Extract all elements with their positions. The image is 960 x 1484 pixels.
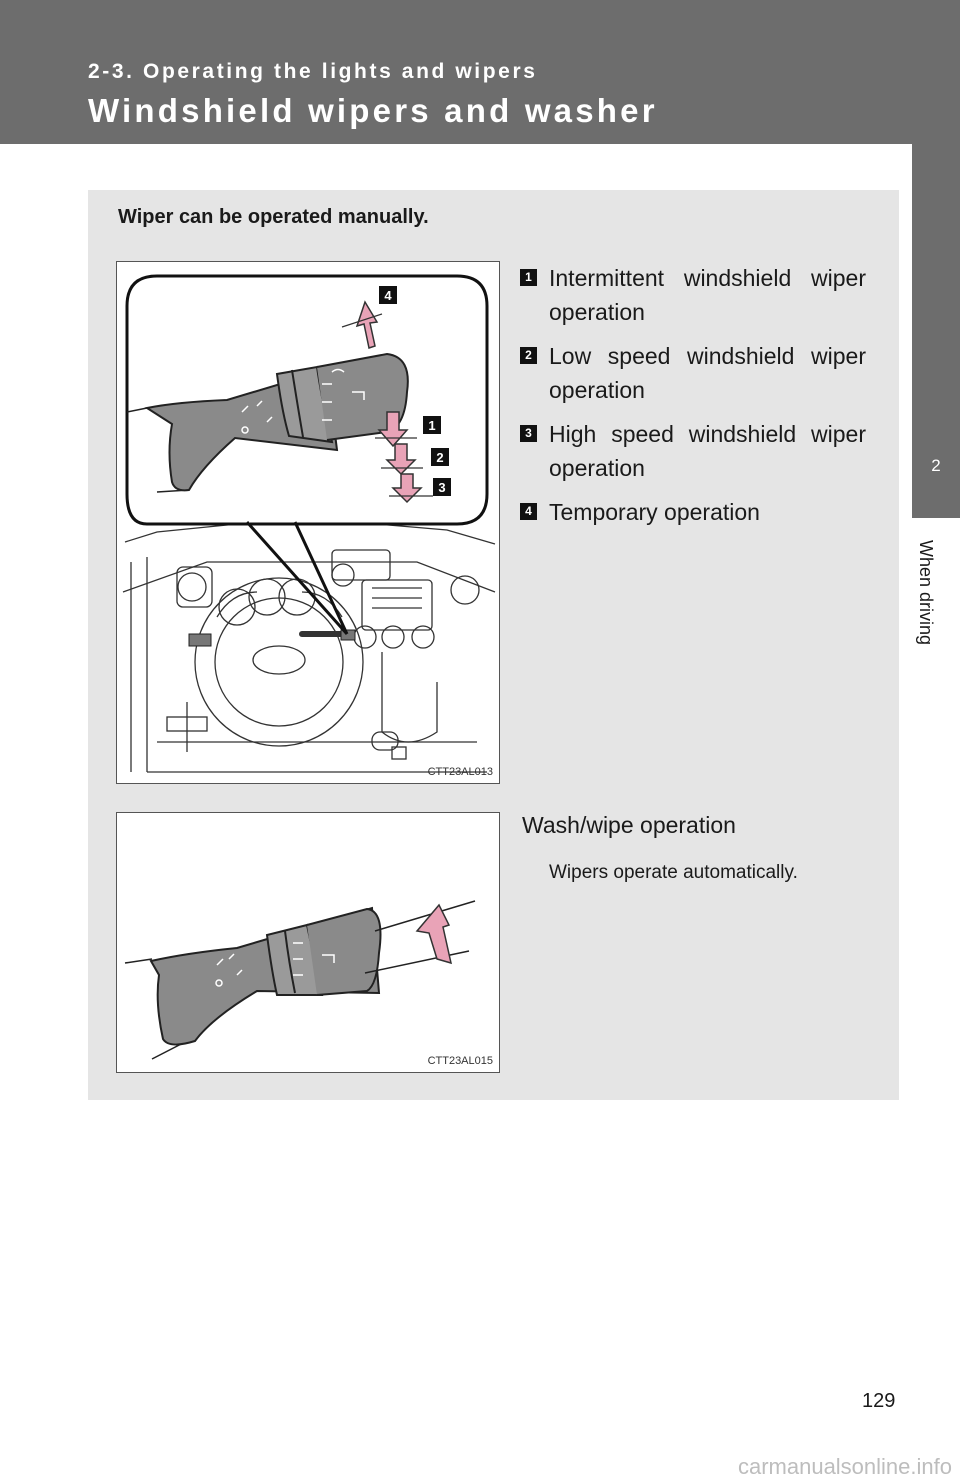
item-text: High speed windshield wiper operation [549, 421, 866, 481]
item-text: Low speed windshield wiper operation [549, 343, 866, 403]
list-item [520, 261, 866, 329]
item-text: Intermittent windshield wiper operation [549, 265, 866, 325]
list-item [520, 495, 866, 529]
wash-wipe-title: Wash/wipe operation [522, 812, 736, 838]
page-header [0, 0, 960, 144]
callout-label: 1 [428, 418, 436, 433]
callout-label: 3 [438, 480, 446, 495]
callout-label: 4 [384, 288, 392, 303]
wash-lever-figure [116, 812, 500, 1073]
callout-label: 2 [436, 450, 444, 465]
item-badge: 2 [520, 347, 537, 364]
list-item [520, 339, 866, 407]
wash-wipe-description: Wipers operate automatically. [549, 862, 798, 883]
item-badge: 1 [520, 269, 537, 286]
page-title: Windshield wipers and washer [88, 92, 658, 129]
intro-text: Wiper can be operated manually. [118, 206, 429, 228]
chapter-tab-number[interactable]: 2 [912, 414, 960, 518]
chapter-tab-label: When driving [916, 540, 936, 646]
page-number: 129 [862, 1390, 896, 1412]
wiper-lever-illustration [117, 262, 499, 783]
wiper-mode-list [520, 261, 866, 539]
section-number: 2-3. Operating the lights and wipers [88, 60, 538, 83]
wiper-lever-figure [116, 261, 500, 784]
side-tab-bar [912, 144, 960, 414]
wash-lever-illustration [117, 813, 499, 1072]
list-item [520, 417, 866, 485]
item-text: Temporary operation [549, 499, 760, 525]
side-tab [912, 144, 960, 1484]
item-badge: 3 [520, 425, 537, 442]
figure-code: CTT23AL013 [427, 766, 493, 778]
watermark: carmanualsonline.info [737, 1454, 952, 1479]
item-badge: 4 [520, 503, 537, 520]
figure-code: CTT23AL015 [427, 1055, 493, 1067]
